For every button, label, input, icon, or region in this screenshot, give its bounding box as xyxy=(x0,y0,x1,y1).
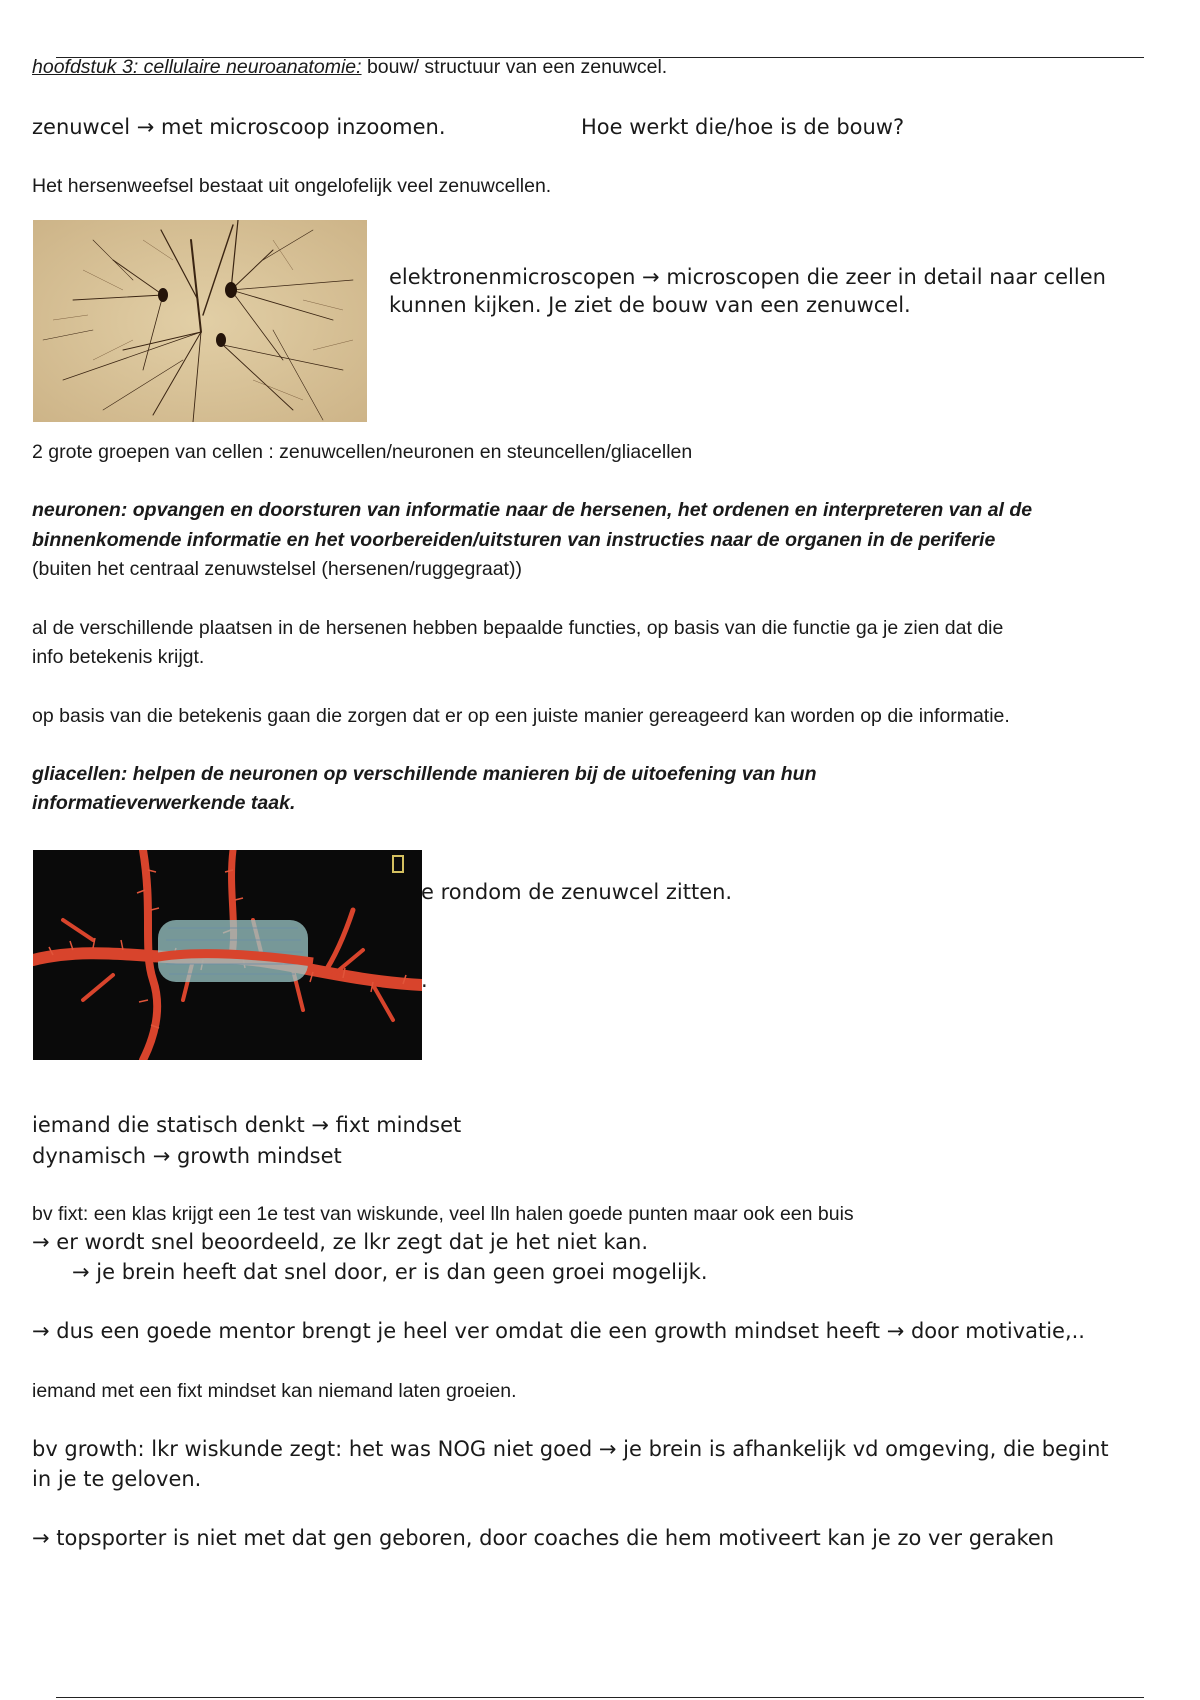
neurons-line-1: neuronen: opvangen en doorsturen van informatie naar de hersenen, het ordenen en interpreteren van al de xyxy=(32,499,1033,521)
places-line-1: al de verschillende plaatsen in de hersenen hebben bepaalde functies, op basis van die functie ga je zien dat die xyxy=(32,617,1004,639)
tissue-line: Het hersenweefsel bestaat uit ongelofelijk veel zenuwcellen. xyxy=(32,175,552,197)
glia-line-2: informatieverwerkende taak. xyxy=(32,792,296,814)
microscope-line-2: kunnen kijken. Je ziet de bouw van een zenuwcel. xyxy=(389,293,911,317)
athlete-line: → topsporter is niet met dat gen geboren, door coaches die hem motiveert kan je zo ver geraken xyxy=(32,1526,1055,1550)
zoom-line: zenuwcel → met microscoop inzoomen. xyxy=(32,115,446,139)
neuron-drawing xyxy=(33,220,367,422)
glia-cell-photo xyxy=(33,850,422,1060)
chapter-label: hoofdstuk 3: cellulaire neuroanatomie: xyxy=(32,56,362,78)
nobody-grows-line: iemand met een fixt mindset kan niemand laten groeien. xyxy=(32,1380,517,1402)
growth-line-2: in je te geloven. xyxy=(32,1467,202,1491)
fixt-example-line: bv fixt: een klas krijgt een 1e test van wiskunde, veel lln halen goede punten maar ook een buis xyxy=(32,1203,854,1225)
microscope-line-1: elektronenmicroscopen → microscopen die zeer in detail naar cellen xyxy=(389,265,1106,289)
static-mindset-line: iemand die statisch denkt → fixt mindset xyxy=(32,1113,462,1137)
cell-groups-line: 2 grote groepen van cellen : zenuwcellen/neuronen en steuncellen/gliacellen xyxy=(32,441,693,463)
judged-line: → er wordt snel beoordeeld, ze lkr zegt dat je het niet kan. xyxy=(32,1230,649,1254)
neurons-line-3: (buiten het centraal zenuwstelsel (hersenen/ruggegraat)) xyxy=(32,558,522,580)
glia-line-1: gliacellen: helpen de neuronen op verschillende manieren bij de uitoefening van hun xyxy=(32,763,817,785)
neurons-line-2: binnenkomende informatie en het voorbereiden/uitsturen van instructies naar de organen in de periferie xyxy=(32,529,996,551)
meaning-line: op basis van die betekenis gaan die zorgen dat er op een juiste manier gereageerd kan worden op die informatie. xyxy=(32,705,1010,727)
places-line-2: info betekenis krijgt. xyxy=(32,646,205,668)
bottom-rule xyxy=(56,1697,1144,1698)
growth-line-1: bv growth: lkr wiskunde zegt: het was NOG niet goed → je brein is afhankelijk vd omgeving, die begint xyxy=(32,1437,1109,1461)
neuron-microscope-photo xyxy=(33,220,367,422)
question-line: Hoe werkt die/hoe is de bouw? xyxy=(581,115,905,139)
chapter-heading xyxy=(32,56,667,79)
dynamic-mindset-line: dynamisch → growth mindset xyxy=(32,1144,342,1168)
mentor-line: → dus een goede mentor brengt je heel ver omdat die een growth mindset heeft → door motivatie,.. xyxy=(32,1319,1085,1343)
chapter-title: bouw/ structuur van een zenuwcel. xyxy=(361,56,668,78)
glia-drawing xyxy=(33,850,422,1060)
glia-caption-line-2: . xyxy=(421,968,428,992)
glia-caption-line-1: e rondom de zenuwcel zitten. xyxy=(421,880,733,904)
brain-line: → je brein heeft dat snel door, er is dan geen groei mogelijk. xyxy=(72,1260,708,1284)
